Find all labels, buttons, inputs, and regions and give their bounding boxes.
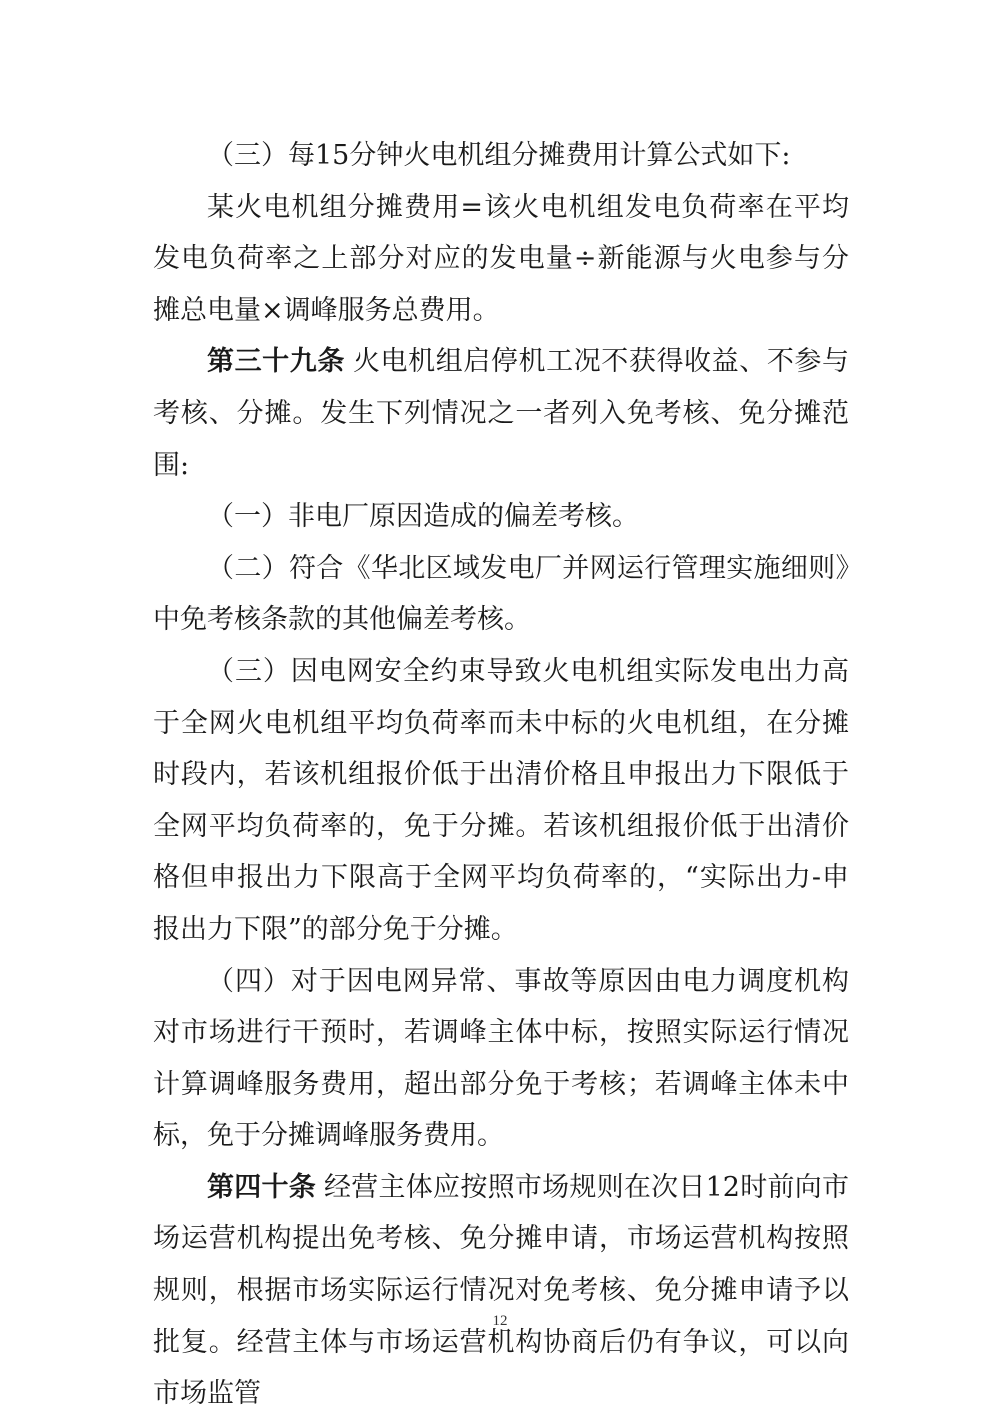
paragraph-text: （三）因电网安全约束导致火电机组实际发电出力高于全网火电机组平均负荷率而未中标的火电机组，在分摊时段内，若该机组报价低于出清价格且申报出力下限低于全网平均负荷率的，免于分摊。若该机组报价低于出清价格但申报出力下限高于全网平均负荷率的，“实际出力-申报出力下限”的部分免于分摊。: [153, 655, 849, 945]
paragraph-text: （一）非电厂原因造成的偏差考核。: [207, 501, 639, 533]
article-heading: 第四十条: [207, 1171, 317, 1203]
article-39: [153, 336, 849, 491]
paragraph-share-formula: [153, 182, 849, 337]
paragraph-text: 经营主体应按照市场规则在次日12时前向市场运营机构提出免考核、免分摊申请，市场运营机构按照规则，根据市场实际运行情况对免考核、免分摊申请予以批复。经营主体与市场运营机构协商后仍有争议，可以向市场监管: [153, 1171, 850, 1410]
paragraph-item-2: [153, 543, 849, 646]
paragraph-share-formula-intro: [153, 130, 849, 182]
page-number: 12: [492, 1313, 508, 1329]
paragraph-text: （四）对于因电网异常、事故等原因由电力调度机构对市场进行干预时，若调峰主体中标，按照实际运行情况计算调峰服务费用，超出部分免于考核；若调峰主体未中标，免于分摊调峰服务费用。: [153, 965, 849, 1152]
article-heading: 第三十九条: [207, 346, 345, 378]
article-40: [153, 1162, 849, 1420]
paragraph-text: 火电机组启停机工况不获得收益、不参与考核、分摊。发生下列情况之一者列入免考核、免分摊范围:: [153, 346, 850, 481]
paragraph-item-1: [153, 491, 849, 543]
paragraph-text: 某火电机组分摊费用=该火电机组发电负荷率在平均发电负荷率之上部分对应的发电量÷新能源与火电参与分摊总电量×调峰服务总费用。: [153, 191, 849, 326]
paragraph-text: （三）每15分钟火电机组分摊费用计算公式如下:: [207, 140, 791, 171]
paragraph-item-3: [153, 646, 849, 956]
document-body: [153, 130, 849, 1420]
paragraph-item-4: [153, 956, 849, 1162]
paragraph-text: （二）符合《华北区域发电厂并网运行管理实施细则》中免考核条款的其他偏差考核。: [153, 552, 849, 636]
